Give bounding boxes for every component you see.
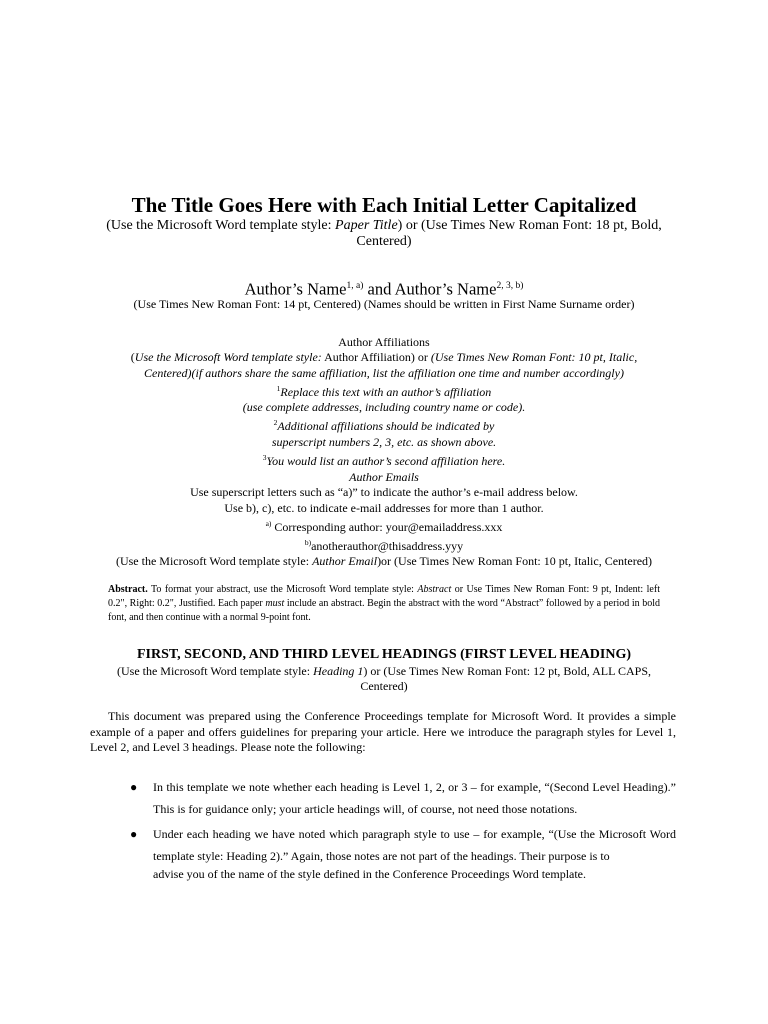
first-level-heading: FIRST, SECOND, AND THIRD LEVEL HEADINGS (FIRST LEVEL HEADING)	[136, 647, 631, 662]
abstract-label: Abstract.	[108, 584, 148, 595]
author-emails	[0, 470, 768, 570]
title-style-note: (Use the Microsoft Word template style: Paper Title) or (Use Times New Roman Font: 18 pt, Bold, Centered)	[106, 218, 662, 249]
body-paragraph: This document was prepared using the Conference Proceedings template for Microsoft Word. It provides a simple example of a paper and offers guidelines for preparing your article. Here we introduce the paragraph styles for Level 1, Level 2, and Level 3 headings. Please note the following:	[90, 709, 676, 754]
second-author-email: $^{b)}$anotherauthor@thisaddress.yyy	[304, 538, 464, 554]
author-2-superscript: 2, 3, b)	[496, 281, 524, 291]
list-item: ● Under each heading we have noted which paragraph style to use – for example, “(Use the Microsoft Word template style: Heading 2).” Again, those notes are not part of the headings. Their purpose is to advise you of the name of the style defined in the Conference Proceedings Word template.	[90, 823, 676, 882]
corresponding-author-email: $^{a)}$ Corresponding author: your@emailaddress.xxx	[265, 518, 503, 534]
affiliations-style-note-line2: Centered)(if authors share the same affiliation, list the affiliation one time and number accordingly)	[144, 365, 624, 380]
affiliation-2-line2: superscript numbers 2, 3, etc. as shown above.	[271, 434, 497, 449]
affiliation-1-line2: (use complete addresses, including country name or code).	[242, 400, 526, 415]
affiliation-3: $^3$You would list an author’s second affiliation here.	[262, 453, 506, 469]
bullet-icon: ●	[130, 780, 138, 794]
affiliations-heading: Author Affiliations	[338, 335, 430, 349]
emails-style-note: (Use the Microsoft Word template style: Author Email)or (Use Times New Roman Font: 10 pt, Italic, Centered)	[115, 554, 653, 569]
emails-heading: Author Emails	[349, 470, 419, 484]
bullet-list	[90, 776, 676, 885]
author-names: Author’s Name$^{1, a)}$ and Author’s Name$^{2, 3, b)}$	[244, 279, 524, 299]
heading-style-note: (Use the Microsoft Word template style: Heading 1) or (Use Times New Roman Font: 12 pt, Bold, ALL CAPS, Centered)	[116, 664, 651, 693]
emails-instruction-1: Use superscript letters such as “a)” to indicate the author’s e-mail address below.	[190, 485, 578, 500]
abstract: Abstract. To format your abstract, use the Microsoft Word template style: Abstract or Use Times New Roman Font: 9 pt, Indent: left 0.2", Right: 0.2", Justified. Each paper must include an abstract. Begin the abstract with the word “Abstract” followed by a period in bold font, and then continue with a normal 9-point font.	[108, 584, 660, 623]
author-affiliations	[0, 335, 768, 469]
affiliation-1: $^1$Replace this text with an author’s affiliation	[276, 383, 492, 399]
paper-title: The Title Goes Here with Each Initial Letter Capitalized	[131, 193, 637, 217]
author-style-note: (Use Times New Roman Font: 14 pt, Centered) (Names should be written in First Name Surname order)	[133, 297, 635, 311]
affiliation-2: $^2$Additional affiliations should be indicated by	[273, 418, 495, 434]
bullet-icon: ●	[130, 827, 138, 841]
list-item: ● In this template we note whether each heading is Level 1, 2, or 3 – for example, “(Second Level Heading).” This is for guidance only; your article headings will, of course, not need those notations.	[90, 776, 676, 820]
author-name-2: Author’s Name	[394, 279, 497, 299]
author-name-1: Author’s Name	[244, 279, 347, 299]
affiliations-style-note-line1: (Use the Microsoft Word template style: Author Affiliation) or (Use Times New Roman Font: 10 pt, Italic,	[130, 350, 638, 365]
author-1-superscript: 1, a)	[346, 281, 364, 291]
emails-instruction-2: Use b), c), etc. to indicate e-mail addresses for more than 1 author.	[224, 500, 544, 515]
